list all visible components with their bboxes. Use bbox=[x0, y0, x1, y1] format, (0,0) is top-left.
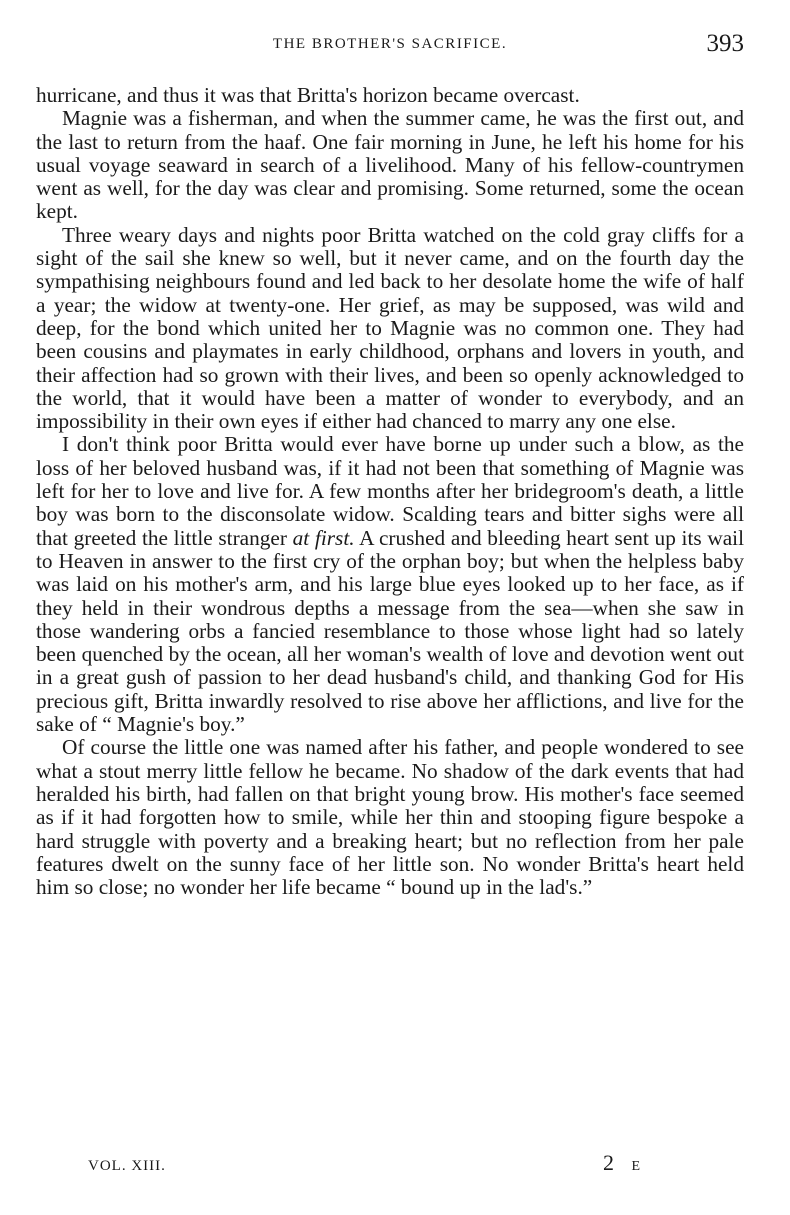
text-run: hurricane, and thus it was that Britta's horizon became overcast. bbox=[36, 83, 580, 107]
body-text bbox=[36, 84, 744, 899]
running-head bbox=[36, 30, 744, 62]
text-run: A crushed and bleeding heart sent up its wail to Heaven in answer to the first cry of the orphan boy; but when the helpless baby was laid on his mother's arm, and his large blue eyes looked up to her face, as if they held in their wondrous depths a message from the sea—when she saw in those wandering orbs a fancied resemblance to those whose light had so lately been quenched by the ocean, all her woman's wealth of love and devotion went out in a great gush of passion to her dead husband's child, and thanking God for His precious gift, Britta inwardly resolved to rise above her afflictions, and live for the sake of “ Magnie's boy.” bbox=[36, 525, 744, 737]
paragraph bbox=[36, 433, 744, 736]
text-run: Three weary days and nights poor Britta watched on the cold gray cliffs for a sight of the sail she knew so well, but it never came, and on the fourth day the sympathising neighbours found and led back to her desolate home the wife of half a year; the widow at twenty-one. Her grief, as may be supposed, was wild and deep, for the bond which united her to Magnie was no common one. They had been cousins and playmates in early childhood, orphans and lovers in youth, and their affection had so grown with their lives, and been so openly acknowledged to the world, that it would have been a matter of wonder to everybody, and an impossibility in their own eyes if either had chanced to marry any one else. bbox=[36, 222, 744, 434]
page-footer bbox=[88, 1150, 640, 1180]
page-number: 393 bbox=[706, 30, 744, 57]
text-run: I don't think poor Britta would ever have borne up under such a blow, as the loss of her beloved husband was, if it had not been that something of Magnie was left for her to love and live for. A few months after her bridegroom's death, a little boy was born to the disconsolate widow. Scalding tears and bitter sighs were all that greeted the little stranger bbox=[36, 432, 744, 550]
paragraph bbox=[36, 224, 744, 434]
text-run: Magnie was a fisherman, and when the summer came, he was the first out, and the last to return from the haaf. One fair morning in June, he left his home for his usual voyage seaward in search of a livelihood. Many of his fellow-countrymen went as well, for the day was clear and promising. Some returned, some the ocean kept. bbox=[36, 106, 744, 224]
signature-number: 2 bbox=[602, 1150, 620, 1175]
running-title: THE BROTHER'S SACRIFICE. bbox=[272, 36, 508, 52]
signature-mark bbox=[603, 1150, 640, 1176]
paragraph bbox=[36, 107, 744, 223]
text-run: Of course the little one was named after his father, and people wondered to see what a stout merry little fellow he became. No shadow of the dark events that had heralded his birth, had fallen on that bright young brow. His mother's face seemed as if it had forgotten how to smile, while her thin and stooping figure bespoke a hard struggle with poverty and a breaking heart; but no reflection from her pale features dwelt on the sunny face of her little son. No wonder Britta's heart held him so close; no wonder her life became “ bound up in the lad's.” bbox=[36, 735, 744, 900]
volume-label: VOL. XIII. bbox=[88, 1158, 166, 1174]
paragraph bbox=[36, 736, 744, 899]
paragraph bbox=[36, 84, 744, 107]
signature-letter: E bbox=[631, 1159, 640, 1174]
italic-text: at first. bbox=[292, 525, 355, 550]
